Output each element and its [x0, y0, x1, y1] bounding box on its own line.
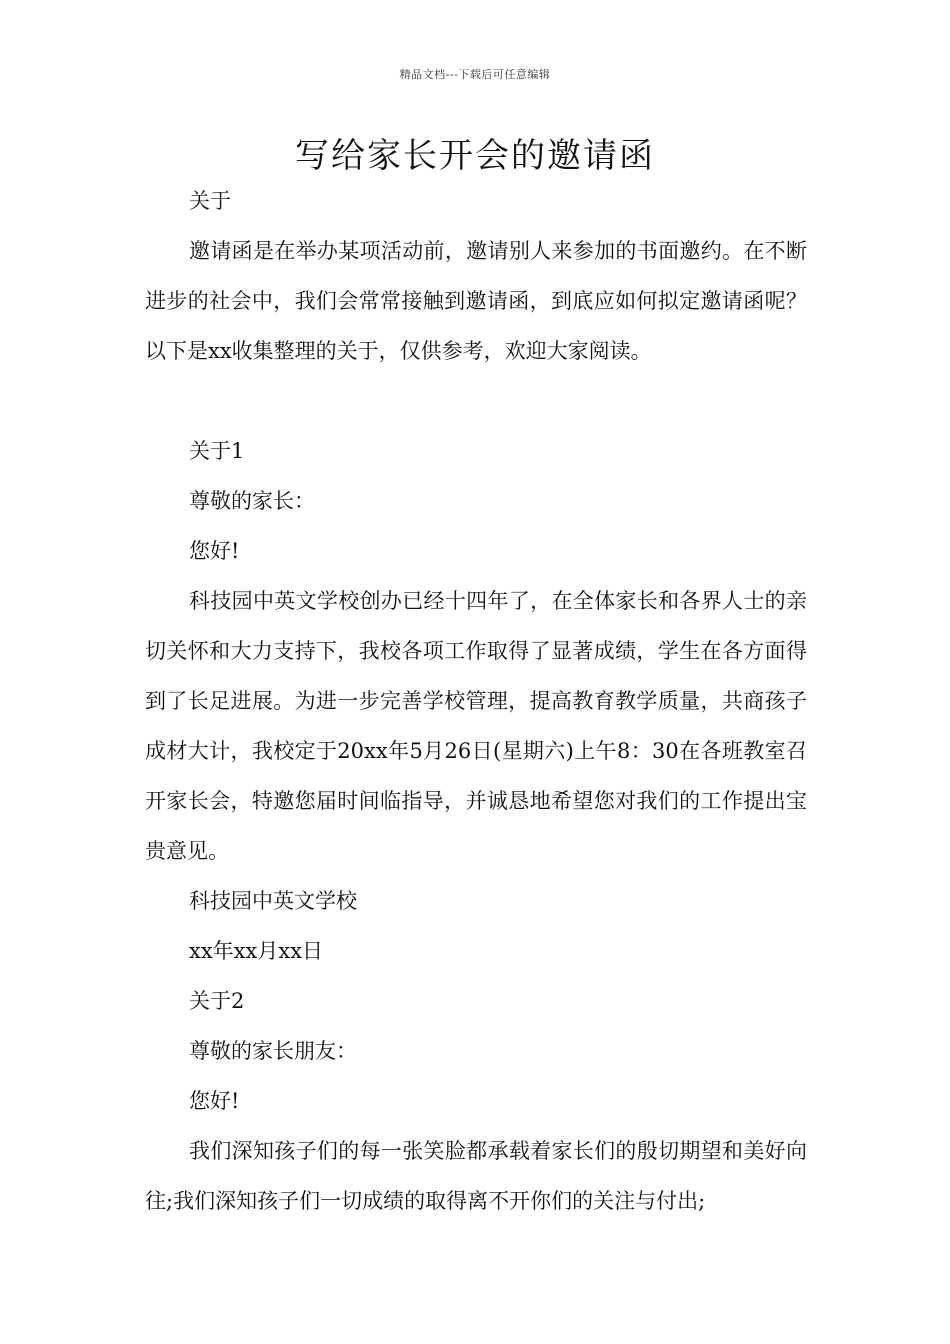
document-title: 写给家长开会的邀请函 [295, 136, 655, 176]
section-heading-2: 关于2 [189, 989, 245, 1013]
signature-school: 科技园中英文学校 [189, 889, 357, 913]
section-heading-1: 关于1 [189, 439, 245, 463]
intro-paragraph: 邀请函是在举办某项活动前，邀请别人来参加的书面邀约。在不断进步的社会中，我们会常常接触到邀请函，到底应如何拟定邀请函呢？以下是xx收集整理的关于，仅供参考，欢迎大家阅读。 [145, 239, 807, 363]
blank-line [145, 376, 807, 426]
salutation-2: 尊敬的家长朋友： [189, 1039, 357, 1063]
salutation-1: 尊敬的家长： [189, 489, 315, 513]
intro-heading: 关于 [189, 189, 231, 213]
letter-body-2: 我们深知孩子们的每一张笑脸都承载着家长们的殷切期望和美好向往;我们深知孩子们一切成绩的取得离不开你们的关注与付出; [145, 1139, 807, 1213]
signature-date: xx年xx月xx日 [189, 939, 324, 963]
letter-body-1: 科技园中英文学校创办已经十四年了，在全体家长和各界人士的亲切关怀和大力支持下，我校各项工作取得了显著成绩，学生在各方面得到了长足进展。为进一步完善学校管理，提高教育教学质量，共商孩子成材大计，我校定于20xx年5月26日(星期六)上午8：30在各班教室召开家长会，特邀您届时间临指导，并诚恳地希望您对我们的工作提出宝贵意见。 [145, 589, 807, 863]
document-body [145, 176, 807, 1226]
header-note: 精品文档---下载后可任意编辑 [399, 68, 551, 81]
greeting-1: 您好! [189, 539, 240, 563]
greeting-2: 您好! [189, 1089, 240, 1113]
